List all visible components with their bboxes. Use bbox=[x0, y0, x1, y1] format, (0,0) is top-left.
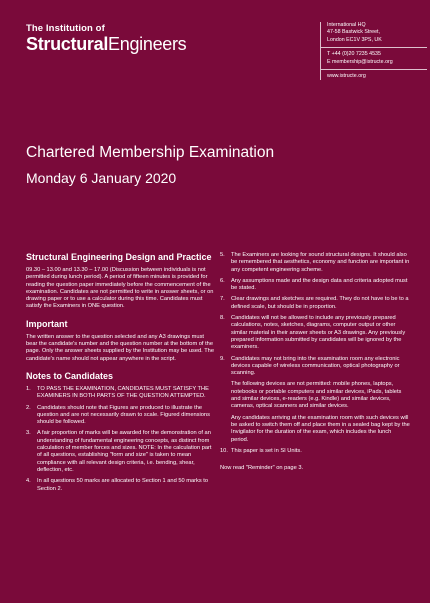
left-column bbox=[26, 252, 214, 497]
contact-block bbox=[320, 22, 427, 80]
section-heading-notes: Notes to Candidates bbox=[26, 370, 114, 381]
item-text: In all questions 50 marks are allocated to Section 1 and 50 marks to Section 2. bbox=[37, 478, 209, 492]
item-number: 8. bbox=[220, 315, 225, 322]
list-item bbox=[220, 356, 410, 378]
section-body-important: The written answer to the question selected and any A3 drawings must bear the candidate's number and the question number at the bottom of the page. Only the answer sheets supplied by the Institution may be used. The candidate's name should not appear anywhere in the script. bbox=[26, 333, 215, 362]
item-number: 5. bbox=[220, 252, 225, 258]
item-text: TO PASS THE EXAMINATION, CANDIDATES MUST SATISFY THE EXAMINERS IN BOTH PARTS OF THE QUESTION ATTEMPTED. bbox=[37, 385, 209, 400]
address-line-3: London EC1V 3PS, UK bbox=[327, 36, 382, 43]
logo-line2 bbox=[26, 35, 186, 53]
institution-logo[interactable] bbox=[26, 24, 186, 53]
item-text: This paper is set in SI Units. bbox=[231, 447, 302, 454]
address-line-2: 47-58 Bastwick Street, bbox=[327, 29, 380, 36]
list-item bbox=[220, 296, 410, 311]
email[interactable]: E membership@istructe.org bbox=[327, 58, 393, 65]
contact-divider bbox=[321, 69, 427, 70]
address-line-1: International HQ bbox=[327, 22, 366, 28]
website[interactable]: www.istructe.org bbox=[327, 73, 366, 80]
item-number: 7. bbox=[220, 296, 225, 303]
item-text: A fair proportion of marks will be awarded for the demonstration of an understanding of fundamental engineering concepts, as distinct from calculation of member forces and sizes. NOTE: In the calculation part of all questions, establishing "form and size" is taken to mean compliance with all relevant design criteria, i.e. bending, shear, deflection, etc. bbox=[37, 430, 212, 473]
logo-line1: The Institution of bbox=[26, 23, 105, 34]
section-body-design: 09.30 – 13.00 and 13.30 – 17.00 (Discussion between individuals is not permitted during lunch period). A period of fifteen minutes is provided for reading the question paper immediately before the commencement of the examination. Candidates are not permitted to write in answer sheets, or on drawing paper or to use a calculator during this time. Candidates must satisfy the Examiners in ONE question. bbox=[26, 267, 214, 310]
list-item bbox=[26, 386, 214, 401]
phone: T +44 (0)20 7235 4535 bbox=[327, 51, 381, 58]
note-9-devices-list: The following devices are not permitted: mobile phones, laptops, notebooks or portable computers and similar devices, iPads, tablets and similar devices, e-readers (e.g. Kindle) and similar devices, cameras, optical scanners and similar devices. bbox=[231, 381, 402, 410]
contact-divider bbox=[321, 47, 427, 48]
item-text: Clear drawings and sketches are required. They do not have to be to a defined scale, but should be in proportion. bbox=[231, 296, 409, 310]
list-item bbox=[220, 448, 410, 455]
item-text: The Examiners are looking for sound structural designs. It should also be remembered that aesthetics, economy and function are important in any competent engineering scheme. bbox=[231, 252, 410, 273]
item-number: 2. bbox=[26, 404, 31, 411]
section-heading-important: Important bbox=[26, 318, 68, 329]
notes-list-right bbox=[220, 252, 410, 377]
right-column bbox=[220, 252, 410, 472]
note-9-devices-procedure: Any candidates arriving at the examination room with such devices will be asked to switch them off and place them in a sealed bag kept by the Invigilator for the duration of the exam, which includes the lunch period. bbox=[231, 414, 410, 443]
logo-structural: Structural bbox=[26, 33, 109, 54]
section-heading-design: Structural Engineering Design and Practice bbox=[26, 252, 212, 262]
reminder-note: Now read "Reminder" on page 3. bbox=[220, 465, 304, 472]
item-text: Any assumptions made and the design data and criteria adopted must be stated. bbox=[231, 277, 408, 292]
notes-list-left bbox=[26, 386, 214, 493]
item-number: 3. bbox=[26, 430, 31, 437]
logo-engineers: Engineers bbox=[108, 33, 187, 54]
item-text: Candidates may not bring into the examination room any electronic devices capable of wireless communication, optical photography or scanning. bbox=[231, 355, 400, 377]
item-text: Candidates should note that Figures are produced to illustrate the question and are not necessarily drawn to scale. Figured dimensions should be followed. bbox=[37, 404, 210, 426]
list-item bbox=[220, 252, 410, 274]
list-item bbox=[26, 405, 214, 427]
item-number: 1. bbox=[26, 385, 31, 392]
header bbox=[0, 0, 430, 110]
item-number: 6. bbox=[220, 277, 225, 284]
list-item bbox=[220, 315, 410, 351]
page-title: Chartered Membership Examination bbox=[26, 144, 275, 161]
exam-date: Monday 6 January 2020 bbox=[26, 170, 177, 186]
item-text: Candidates will not be allowed to include any previously prepared calculations, notes, sketches, diagrams, computer output or other similar material in their answer sheets or A3 drawings. Any previously prepared information submitted by candidates will be ignored by the examiners. bbox=[231, 315, 406, 351]
list-item bbox=[26, 430, 214, 474]
item-number: 4. bbox=[26, 478, 31, 485]
item-number: 10. bbox=[220, 447, 228, 454]
list-item bbox=[26, 478, 214, 493]
list-item bbox=[220, 278, 410, 293]
item-number: 9. bbox=[220, 355, 225, 362]
